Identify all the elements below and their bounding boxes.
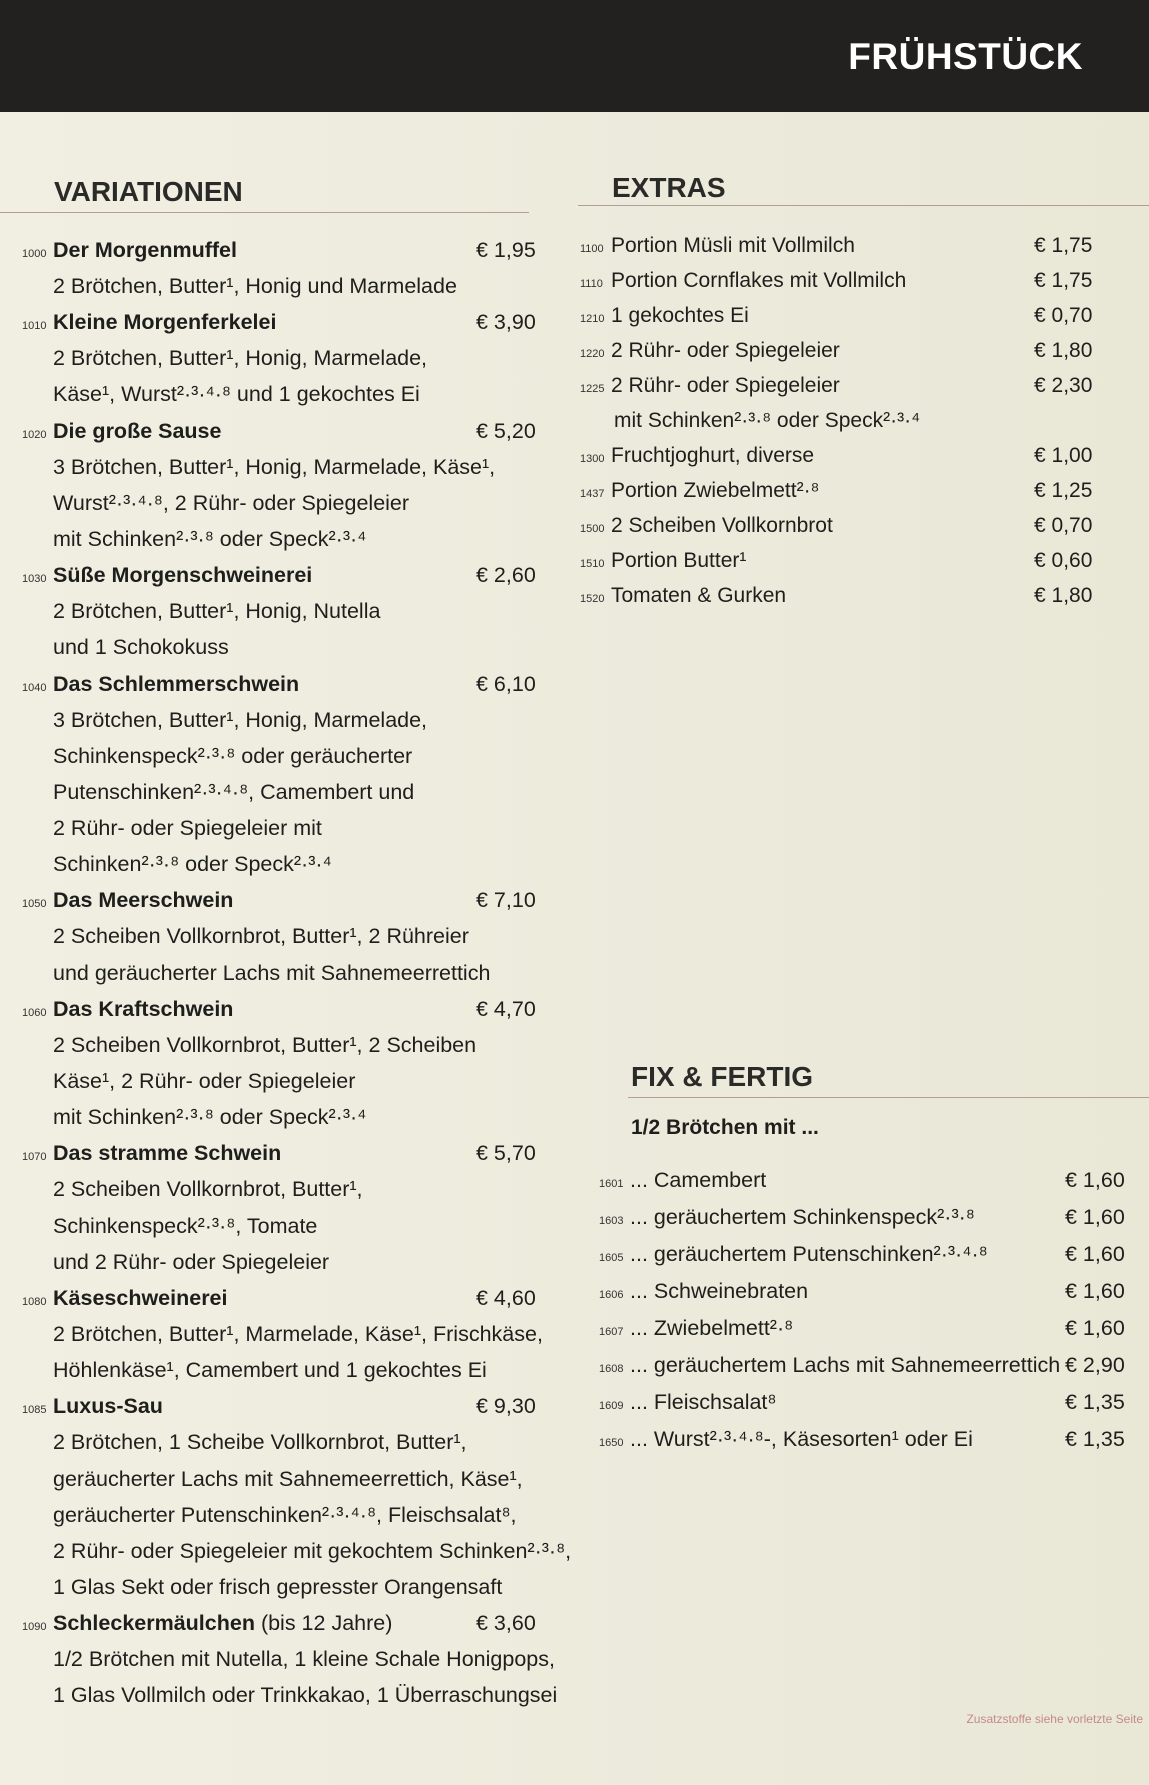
menu-item-header [20,882,536,918]
item-description: Höhlenkäse¹, Camembert und 1 gekochtes Ei [53,1358,487,1383]
fix-subtitle: 1/2 Brötchen mit ... [631,1116,819,1139]
extra-item [578,473,1096,508]
item-code: 1100 [580,243,604,255]
item-price: € 0,60 [1034,549,1093,572]
item-description: und 2 Rühr- oder Spiegeleier [53,1249,330,1274]
extra-item [578,508,1096,543]
item-description: Käse¹, 2 Rühr- oder Spiegeleier [53,1069,356,1093]
menu-item [20,882,536,990]
variationen-list [20,232,572,1714]
fix-item [597,1199,1125,1236]
item-code: 1601 [599,1178,624,1190]
fix-item [597,1310,1125,1347]
item-description: und geräucherter Lachs mit Sahnemeerrettich [53,960,491,985]
item-price: € 2,30 [1034,374,1093,397]
fix-divider [628,1097,1149,1098]
item-description: 3 Brötchen, Butter¹, Honig, Marmelade, Käse¹, [53,454,496,479]
fix-list [597,1162,1125,1458]
item-name: ... Fleischsalat⁸ [630,1390,777,1414]
menu-item [20,232,536,304]
item-description: 1 Glas Sekt oder frisch gepresster Orangensaft [53,1575,503,1600]
item-name [53,557,476,593]
item-code: 1030 [22,573,47,586]
item-description: 1 Glas Vollmilch oder Trinkkakao, 1 Überraschungsei [53,1683,558,1708]
item-name: 1 gekochtes Ei [611,304,749,327]
item-description: 2 Brötchen, Butter¹, Honig und Marmelade [53,274,457,298]
item-name [53,232,476,268]
item-name [53,666,476,702]
item-price: € 5,70 [476,1141,536,1166]
item-name-text: Der Morgenmuffel [53,238,237,262]
item-name: ... Schweinebraten [630,1279,809,1303]
item-description: Schinkenspeck²·³·⁸, Tomate [53,1213,318,1238]
item-price: € 2,60 [476,563,536,588]
item-name-note: (bis 12 Jahre) [254,1611,393,1636]
item-name-text: Das Meerschwein [53,888,234,913]
item-price: € 3,90 [476,310,536,335]
extra-item [578,333,1096,368]
menu-item-header [20,666,536,702]
item-price: € 1,60 [1065,1242,1125,1266]
menu-item [20,1388,572,1605]
item-name: ... Camembert [630,1168,767,1192]
extras-title: EXTRAS [612,172,726,203]
menu-item-header [20,413,536,449]
item-code: 1110 [580,278,603,290]
extras-divider [578,205,1149,206]
item-price: € 1,80 [1034,584,1093,607]
item-price: € 1,75 [1034,234,1093,257]
variationen-divider [0,212,529,213]
item-name: Portion Butter¹ [611,549,747,572]
menu-item-header [20,1135,536,1171]
item-price: € 1,35 [1065,1427,1125,1451]
item-name: ... geräuchertem Lachs mit Sahnemeerrettich [630,1353,1061,1377]
item-name [53,1280,476,1316]
menu-item [20,557,536,665]
item-description: Schinkenspeck²·³·⁸ oder geräucherter [53,743,413,768]
item-code: 1608 [599,1363,624,1375]
item-price: € 7,10 [476,888,536,913]
item-code: 1650 [599,1437,624,1449]
item-description: 2 Scheiben Vollkornbrot, Butter¹, 2 Rühreier [53,924,469,949]
item-price: € 0,70 [1034,304,1093,327]
item-name-text: Käseschweinerei [53,1285,228,1310]
fix-item [597,1347,1125,1384]
item-name-text: Schleckermäulchen [53,1611,255,1636]
item-price: € 5,20 [476,418,536,443]
item-description: 1/2 Brötchen mit Nutella, 1 kleine Schale Honigpops, [53,1647,555,1672]
item-name: Portion Cornflakes mit Vollmilch [611,269,907,292]
item-price: € 1,80 [1034,339,1093,362]
item-code: 1000 [22,248,47,260]
extra-item [578,298,1096,333]
item-code: 1437 [580,488,605,500]
item-description: 2 Brötchen, 1 Scheibe Vollkornbrot, Butter¹, [53,1430,467,1455]
item-price: € 0,70 [1034,514,1093,537]
item-price: € 1,60 [1065,1279,1125,1303]
menu-item-header [20,232,536,268]
item-price: € 1,60 [1065,1316,1125,1340]
item-name: Portion Müsli mit Vollmilch [611,234,855,257]
extra-item [578,368,1096,403]
item-code: 1080 [22,1295,47,1308]
menu-item-header [20,304,536,340]
menu-item [20,1605,558,1713]
item-name: Portion Zwiebelmett²·⁸ [611,479,820,502]
menu-item [20,1135,536,1280]
item-code: 1040 [22,681,47,694]
fix-item [597,1273,1125,1310]
item-name: ... Wurst²·³·⁴·⁸-, Käsesorten¹ oder Ei [630,1427,973,1451]
item-name-text: Das stramme Schwein [53,1141,282,1166]
item-description: mit Schinken²·³·⁸ oder Speck²·³·⁴ [53,526,367,551]
item-code: 1300 [580,453,605,465]
item-price: € 1,60 [1065,1168,1125,1192]
item-price: € 1,75 [1034,269,1093,292]
item-description: Wurst²·³·⁴·⁸, 2 Rühr- oder Spiegeleier [53,490,410,515]
extra-item [578,438,1096,473]
variationen-title: VARIATIONEN [54,176,243,207]
item-description: 2 Brötchen, Butter¹, Honig, Marmelade, [53,346,428,371]
item-name-text: Das Schlemmerschwein [53,671,300,696]
item-name: Fruchtjoghurt, diverse [611,444,815,467]
item-name: ... geräuchertem Putenschinken²·³·⁴·⁸ [630,1242,988,1266]
item-description: 2 Scheiben Vollkornbrot, Butter¹, 2 Scheiben [53,1032,477,1057]
item-code: 1050 [22,898,47,911]
item-price: € 6,10 [476,671,536,696]
item-name: ... geräuchertem Schinkenspeck²·³·⁸ [630,1205,975,1229]
item-code: 1500 [580,523,605,535]
item-price: € 9,30 [476,1394,536,1419]
item-description: 2 Brötchen, Butter¹, Marmelade, Käse¹, Frischkäse, [53,1321,543,1346]
item-name-text: Süße Morgenschweinerei [53,563,313,588]
fix-title: FIX & FERTIG [631,1061,813,1092]
header-band [0,0,1149,112]
item-name [53,413,476,449]
fix-item [597,1162,1125,1199]
footnote: Zusatzstoffe siehe vorletzte Seite [966,1712,1143,1726]
item-code: 1010 [22,320,47,333]
fix-item [597,1421,1125,1458]
item-code: 1210 [580,313,605,325]
extra-item [578,263,1096,298]
menu-item-header [20,557,536,593]
item-name-text: Die große Sause [53,418,222,443]
item-code: 1607 [599,1326,624,1338]
item-price: € 1,00 [1034,444,1093,467]
item-code: 1085 [22,1404,47,1417]
item-price: € 1,60 [1065,1205,1125,1229]
extra-item [578,543,1096,578]
item-description: mit Schinken²·³·⁸ oder Speck²·³·⁴ [614,409,921,432]
item-name [53,1135,476,1171]
extra-item [578,578,1096,613]
menu-item-header [20,1605,536,1641]
menu-item-header [20,1280,536,1316]
item-code: 1605 [599,1252,624,1264]
item-code: 1220 [580,348,605,360]
menu-item [20,304,536,412]
item-price: € 2,90 [1065,1353,1125,1377]
item-name-text: Das Kraftschwein [53,996,234,1021]
item-name [53,1388,476,1424]
item-description: geräucherter Putenschinken²·³·⁴·⁸, Fleischsalat⁸, [53,1502,517,1527]
item-price: € 4,70 [476,996,536,1021]
item-code: 1070 [22,1151,47,1164]
item-code: 1606 [599,1289,624,1301]
item-code: 1225 [580,383,605,395]
menu-item [20,666,536,883]
item-code: 1520 [580,593,605,605]
item-name: 2 Scheiben Vollkornbrot [611,514,833,537]
extras-list [578,228,1096,613]
item-description: geräucherter Lachs mit Sahnemeerrettich, Käse¹, [53,1466,523,1491]
item-name: 2 Rühr- oder Spiegeleier [611,374,840,397]
item-description: 3 Brötchen, Butter¹, Honig, Marmelade, [53,707,428,732]
item-price: € 3,60 [476,1611,536,1636]
item-description: und 1 Schokokuss [53,635,229,660]
menu-item-header [20,1388,536,1424]
item-description: 2 Scheiben Vollkornbrot, Butter¹, [53,1177,363,1202]
menu-item [20,413,536,558]
item-name-text: Kleine Morgenferkelei [53,310,277,335]
fix-item [597,1236,1125,1273]
item-description: 2 Brötchen, Butter¹, Honig, Nutella [53,599,381,624]
menu-item [20,991,536,1136]
item-code: 1060 [22,1006,47,1019]
menu-item-header [20,991,536,1027]
item-name: 2 Rühr- oder Spiegeleier [611,339,840,362]
item-code: 1603 [599,1215,624,1227]
fix-item [597,1384,1125,1421]
item-code: 1609 [599,1400,624,1412]
item-code: 1020 [22,428,47,441]
item-name-text: Luxus-Sau [53,1394,163,1419]
item-name: ... Zwiebelmett²·⁸ [630,1316,794,1340]
item-description: 2 Rühr- oder Spiegeleier mit gekochtem Schinken²·³·⁸, [53,1538,572,1563]
item-name [53,882,476,918]
item-code: 1090 [22,1621,47,1634]
item-description: 2 Rühr- oder Spiegeleier mit [53,816,322,841]
item-price: € 4,60 [476,1285,536,1310]
item-name: Tomaten & Gurken [611,584,787,607]
item-description: Käse¹, Wurst²·³·⁴·⁸ und 1 gekochtes Ei [53,382,420,407]
item-description: mit Schinken²·³·⁸ oder Speck²·³·⁴ [53,1105,367,1130]
item-description: Putenschinken²·³·⁴·⁸, Camembert und [53,779,415,804]
item-price: € 1,35 [1065,1390,1125,1414]
item-description: Schinken²·³·⁸ oder Speck²·³·⁴ [53,852,332,877]
item-code: 1510 [580,558,605,570]
item-name [53,1605,476,1641]
extra-item [578,228,1096,263]
item-name [53,304,476,340]
item-price: € 1,95 [476,238,536,262]
page-title: FRÜHSTÜCK [848,36,1083,77]
item-price: € 1,25 [1034,479,1093,502]
item-name [53,991,476,1027]
menu-item [20,1280,543,1388]
